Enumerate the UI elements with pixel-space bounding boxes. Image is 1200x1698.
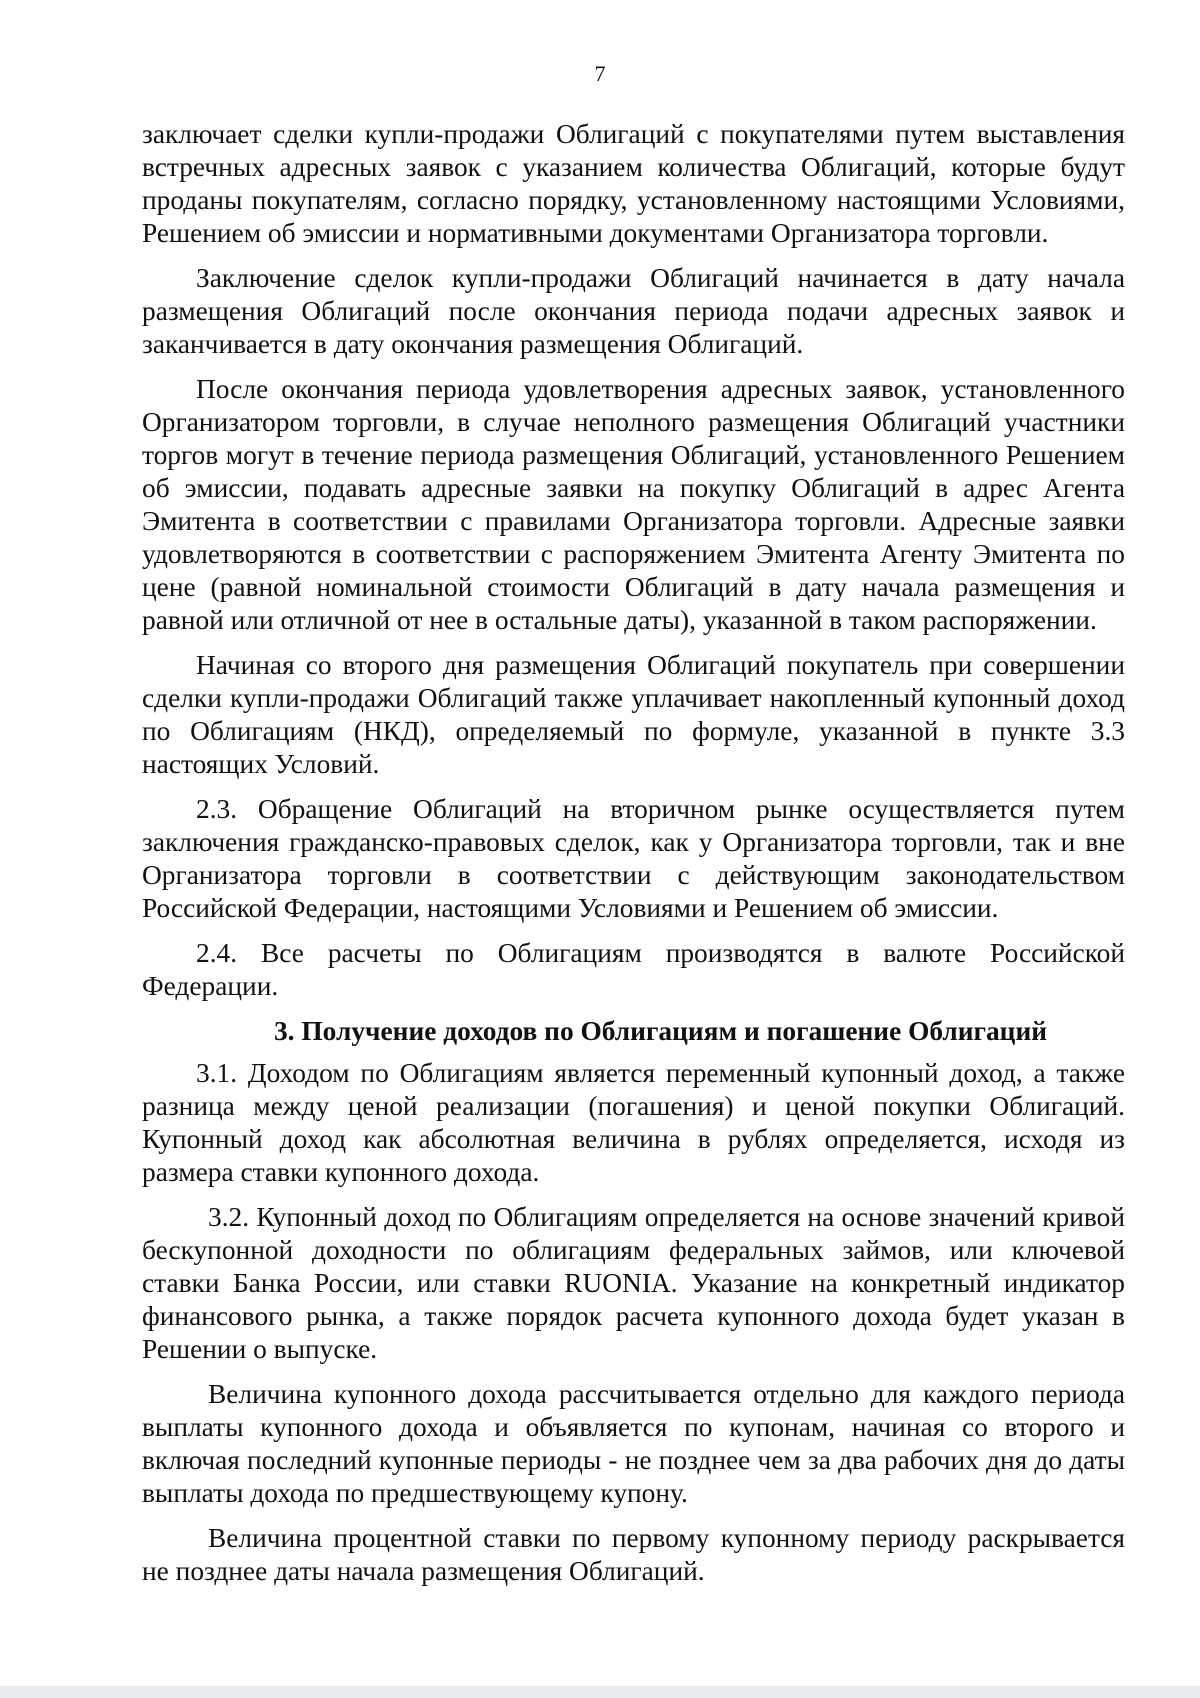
paragraph-3-2: 3.2. Купонный доход по Облигациям определяется на основе значений кривой бескупонной доходности по облигациям федеральных займов, или ключевой ставки Банка России, или ставки RUONIA. Указание на конкретный индикатор финансового рынка, а также порядок расчета купонного дохода будет указан в Решении о выпуске.: [142, 1202, 1125, 1364]
paragraph-interest-rate: Величина процентной ставки по первому купонному периоду раскрывается не позднее даты начала размещения Облигаций.: [142, 1523, 1125, 1586]
paragraph-coupon-value: Величина купонного дохода рассчитывается отдельно для каждого периода выплаты купонного дохода и объявляется по купонам, начиная со второго и включая последний купонные периоды - не позднее чем за два рабочих дня до даты выплаты дохода по предшествующему купону.: [142, 1379, 1125, 1508]
section-heading: 3. Получение доходов по Облигациям и погашение Облигаций: [273, 1016, 1048, 1046]
paragraph-2-3: 2.3. Обращение Облигаций на вторичном рынке осуществляется путем заключения гражданско-правовых сделок, как у Организатора торговли, так и вне Организатора торговли в соответствии с действующим законодательством Российской Федерации, настоящими Условиями и Решением об эмиссии.: [142, 794, 1125, 923]
paragraph-2-4: 2.4. Все расчеты по Облигациям производятся в валюте Российской Федерации.: [142, 938, 1125, 1001]
paragraph-1: заключает сделки купли-продажи Облигаций с покупателями путем выставления встречных адресных заявок с указанием количества Облигаций, которые будут проданы покупателям, согласно порядку, установленному настоящими Условиями, Решением об эмиссии и нормативными документами Организатора торговли.: [142, 119, 1125, 248]
scan-bottom-edge: [0, 1686, 1200, 1698]
paragraph-3-1: 3.1. Доходом по Облигациям является переменный купонный доход, а также разница между ценой реализации (погашения) и ценой покупки Облигаций. Купонный доход как абсолютная величина в рублях определяется, исходя из размера ставки купонного дохода.: [142, 1058, 1125, 1187]
paragraph-3: После окончания периода удовлетворения адресных заявок, установленного Организатором торговли, в случае неполного размещения Облигаций участники торгов могут в течение периода размещения Облигаций, установленного Решением об эмиссии, подавать адресные заявки на покупку Облигаций в адрес Агента Эмитента в соответствии с правилами Организатора торговли. Адресные заявки удовлетворяются в соответствии с распоряжением Эмитента Агенту Эмитента по цене (равной номинальной стоимости Облигаций в дату начала размещения и равной или отличной от нее в остальные даты), указанной в таком распоряжении.: [142, 374, 1125, 635]
document-body: [142, 118, 1125, 1600]
page-number: 7: [594, 61, 606, 86]
paragraph-4: Начиная со второго дня размещения Облигаций покупатель при совершении сделки купли-продажи Облигаций также уплачивает накопленный купонный доход по Облигациям (НКД), определяемый по формуле, указанной в пункте 3.3 настоящих Условий.: [142, 650, 1125, 779]
paragraph-2: Заключение сделок купли-продажи Облигаций начинается в дату начала размещения Облигаций после окончания периода подачи адресных заявок и заканчивается в дату окончания размещения Облигаций.: [142, 263, 1125, 359]
